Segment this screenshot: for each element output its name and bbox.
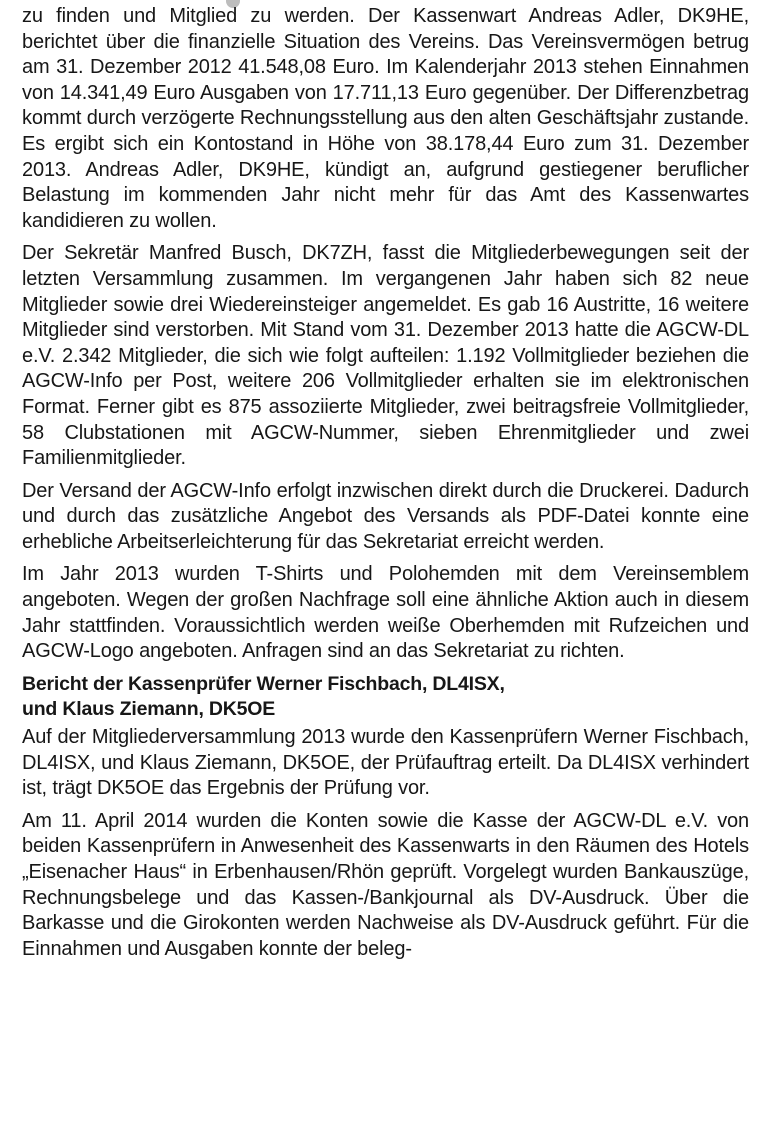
paragraph-shirts: Im Jahr 2013 wurden T-Shirts und Polohemden mit dem Vereinsemblem angeboten. Wegen der großen Nachfrage soll eine ähnliche Aktion auch in diesem Jahr stattfinden. Voraussichtlich werden weiße Oberhemden mit Rufzeichen und AGCW-Logo angeboten. Anfragen sind an das Sekretariat zu richten. xyxy=(22,563,749,663)
paragraph-shipping: Der Versand der AGCW-Info erfolgt inzwischen direkt durch die Druckerei. Dadurch und durch das zusätzliche Angebot des Versands als PDF-Datei konnte eine erhebliche Arbeitserleichterung für das Sekretariat erreicht werden. xyxy=(22,479,749,553)
paragraph-audit-details: Am 11. April 2014 wurden die Konten sowie die Kasse der AGCW-DL e.V. von beiden Kassenprüfern in Anwesenheit des Kassenwarts in den Räumen des Hotels „Eisenacher Haus“ in Erbenhausen/Rhön geprüft. Vorgelegt wurden Bankauszüge, Rechnungsbelege und das Kassen-/Bankjournal als DV-Ausdruck. Über die Barkasse und die Girokonten werden Nachweise als DV-Ausdruck geführt. Für die Einnahmen und Ausgaben konnte der beleg- xyxy=(22,809,749,960)
paragraph-treasurer-report: zu finden und Mitglied zu werden. Der Kassenwart Andreas Adler, DK9HE, berichtet über die finanzielle Situation des Vereins. Das Vereinsvermögen betrug am 31. Dezember 2012 41.548,08 Euro. Im Kalenderjahr 2013 stehen Einnahmen von 14.341,49 Euro Ausgaben von 17.711,13 Euro gegenüber. Der Differenzbetrag kommt durch verzögerte Rechnungsstellung aus den alten Geschäftsjahr zustande. Es ergibt sich ein Kontostand in Höhe von 38.178,44 Euro zum 31. Dezember 2013. Andreas Adler, DK9HE, kündigt an, aufgrund gestiegener beruflicher Belastung im kommenden Jahr nicht mehr für das Amt des Kassenwartes kandidieren zu wollen. xyxy=(22,5,749,232)
section-heading xyxy=(22,672,749,723)
article-body xyxy=(22,4,749,969)
section-heading-line2: und Klaus Ziemann, DK5OE xyxy=(22,698,276,721)
section-heading-line1: Bericht der Kassenprüfer Werner Fischbach, DL4ISX, xyxy=(22,672,505,695)
paragraph-audit-assignment: Auf der Mitgliederversammlung 2013 wurde den Kassenprüfern Werner Fischbach, DL4ISX, und Klaus Ziemann, DK5OE, der Prüfauftrag erteilt. Da DL4ISX verhindert ist, trägt DK5OE das Ergebnis der Prüfung vor. xyxy=(22,726,749,800)
paragraph-membership-report: Der Sekretär Manfred Busch, DK7ZH, fasst die Mitgliederbewegungen seit der letzten Versammlung zusammen. Im vergangenen Jahr haben sich 82 neue Mitglieder sowie drei Wiedereinsteiger angemeldet. Es gab 16 Austritte, 16 weitere Mitglieder sind verstorben. Mit Stand vom 31. Dezember 2013 hatte die AGCW-DL e.V. 2.342 Mitglieder, die sich wie folgt aufteilen: 1.192 Vollmitglieder beziehen die AGCW-Info per Post, weitere 206 Vollmitglieder erhalten sie im elektronischen Format. Ferner gibt es 875 assoziierte Mitglieder, zwei beitragsfreie Vollmitglieder, 58 Clubstationen mit AGCW-Nummer, sieben Ehrenmitglieder und zwei Familienmitglieder. xyxy=(22,242,749,470)
